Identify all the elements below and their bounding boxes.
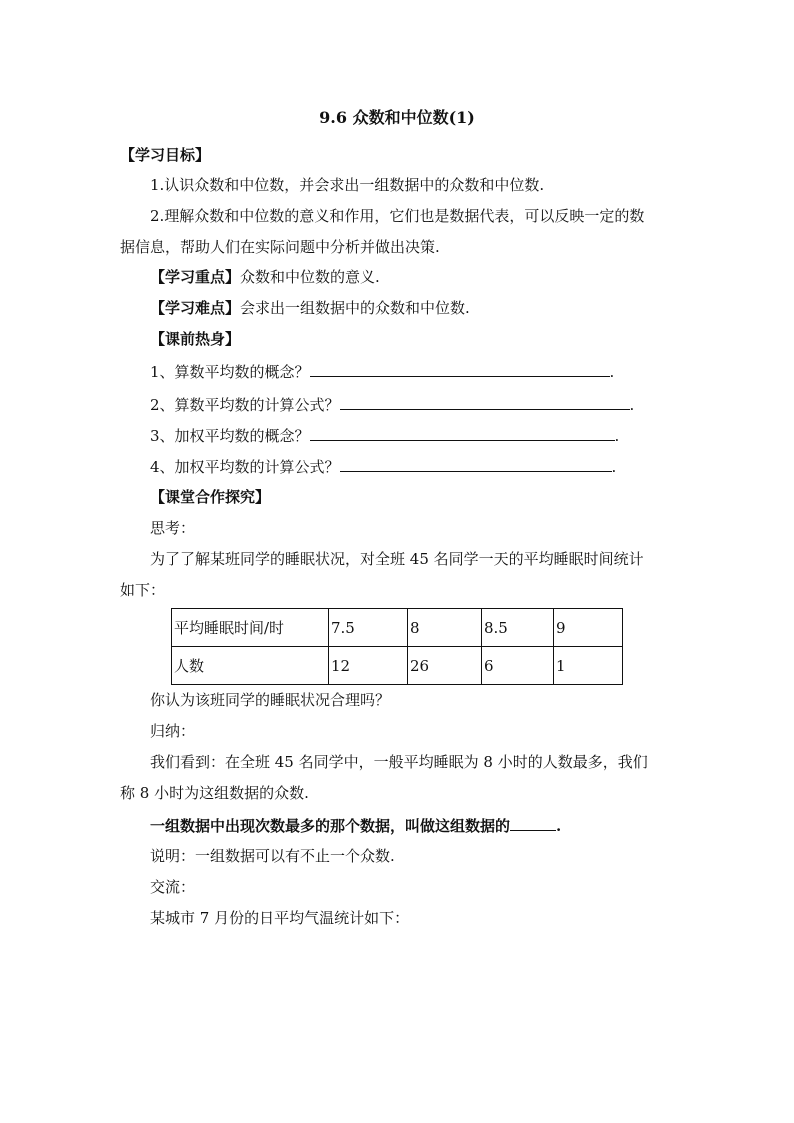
warmup-q1-text: 1、算数平均数的概念？: [150, 363, 310, 381]
difficulty-label: 【学习难点】: [150, 299, 241, 317]
table-cell: 8.5: [482, 609, 554, 647]
summary-line-1: 我们看到：在全班 45 名同学中，一般平均睡眠为 8 小时的人数最多，我们: [150, 753, 648, 771]
table-cell: 8: [408, 609, 482, 647]
answer-blank-2[interactable]: [340, 393, 630, 410]
objective-item-1: 1.认识众数和中位数，并会求出一组数据中的众数和中位数.: [150, 176, 545, 194]
objective-item-2-line-2: 据信息，帮助人们在实际问题中分析并做出决策.: [120, 238, 440, 256]
think-label: 思考：: [150, 519, 196, 537]
key-point-text: 众数和中位数的意义.: [240, 268, 380, 286]
table-cell: 26: [408, 647, 482, 685]
warmup-question-2: [150, 393, 634, 416]
warmup-q3-text: 3、加权平均数的概念？: [150, 427, 310, 445]
warmup-q1-end: .: [609, 363, 615, 381]
question-text: 你认为该班同学的睡眠状况合理吗？: [150, 691, 391, 709]
warmup-q2-text: 2、算数平均数的计算公式？: [150, 396, 340, 414]
warmup-heading: 【课前热身】: [150, 330, 241, 348]
answer-blank-1[interactable]: [310, 360, 610, 377]
mode-definition-end: .: [556, 817, 562, 835]
difficulty-row: [150, 297, 470, 319]
table-cell: 平均睡眠时间/时: [172, 609, 329, 647]
table-row: [172, 647, 623, 685]
table-cell: 6: [482, 647, 554, 685]
warmup-question-4: [150, 455, 616, 478]
mode-definition-text: 一组数据中出现次数最多的那个数据，叫做这组数据的: [150, 817, 511, 835]
table-cell: 9: [554, 609, 623, 647]
mode-definition: [150, 814, 561, 837]
answer-blank-3[interactable]: [310, 424, 615, 441]
warmup-q3-end: .: [614, 427, 620, 445]
sleep-time-table: [171, 608, 623, 685]
definition-blank[interactable]: [510, 814, 556, 831]
warmup-q4-text: 4、加权平均数的计算公式？: [150, 458, 340, 476]
warmup-q2-end: .: [629, 396, 635, 414]
intro-line-2: 如下：: [120, 581, 166, 599]
table-cell: 7.5: [329, 609, 408, 647]
exchange-text: 某城市 7 月份的日平均气温统计如下：: [150, 909, 410, 927]
page-title: 9.6 众数和中位数(1): [319, 108, 475, 127]
table-cell: 1: [554, 647, 623, 685]
exchange-label: 交流：: [150, 878, 196, 896]
key-point-row: [150, 266, 380, 288]
table-row: [172, 609, 623, 647]
warmup-q4-end: .: [611, 458, 617, 476]
warmup-question-3: [150, 424, 619, 447]
mode-note: 说明：一组数据可以有不止一个众数.: [150, 847, 395, 865]
objective-item-2-line-1: 2.理解众数和中位数的意义和作用，它们也是数据代表，可以反映一定的数: [150, 207, 645, 225]
objectives-heading: 【学习目标】: [120, 146, 211, 164]
explore-heading: 【课堂合作探究】: [150, 488, 271, 506]
key-point-label: 【学习重点】: [150, 268, 241, 286]
summary-label: 归纳：: [150, 722, 196, 740]
answer-blank-4[interactable]: [340, 455, 612, 472]
table-cell: 人数: [172, 647, 329, 685]
warmup-question-1: [150, 360, 614, 383]
intro-line-1: 为了了解某班同学的睡眠状况，对全班 45 名同学一天的平均睡眠时间统计: [150, 550, 644, 568]
summary-line-2: 称 8 小时为这组数据的众数.: [120, 784, 309, 802]
difficulty-text: 会求出一组数据中的众数和中位数.: [240, 299, 470, 317]
table-cell: 12: [329, 647, 408, 685]
